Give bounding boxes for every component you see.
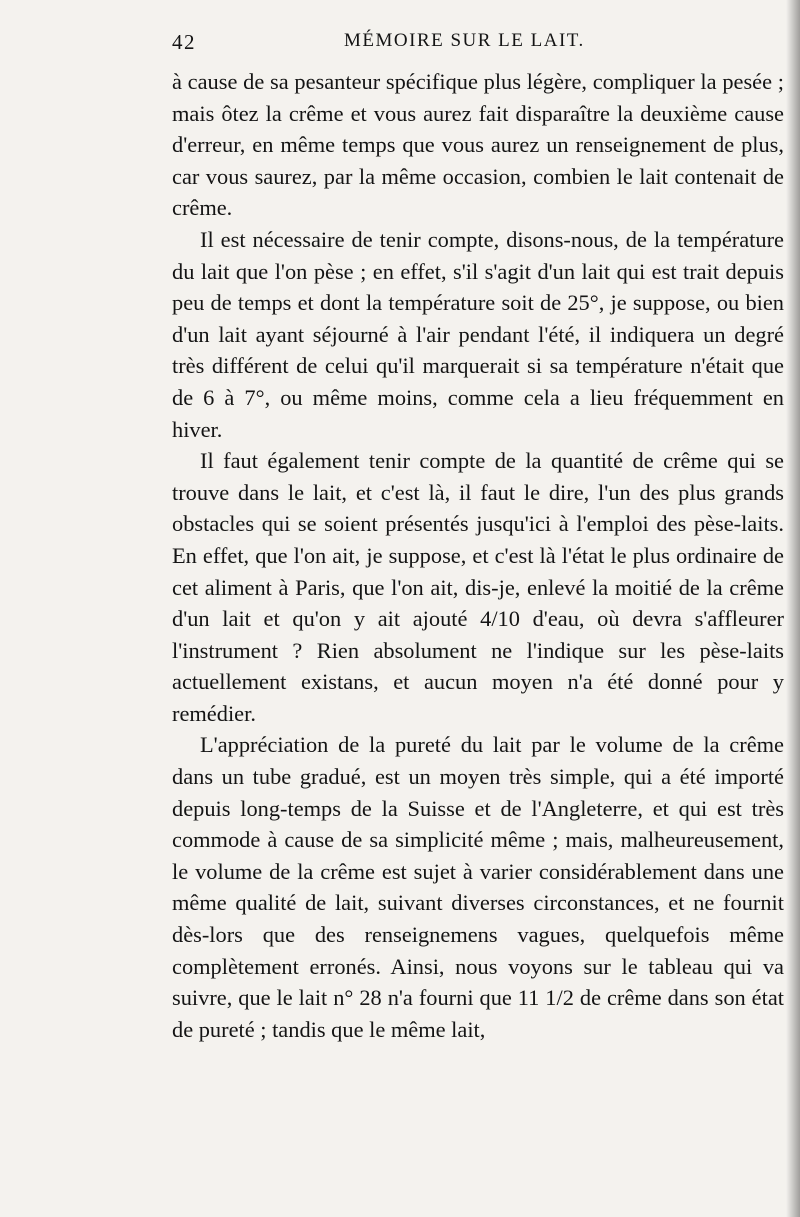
running-title: MÉMOIRE SUR LE LAIT.	[344, 30, 585, 51]
body-text	[172, 66, 784, 1045]
paragraph-1: à cause de sa pesanteur spécifique plus légère, compliquer la pesée ; mais ôtez la crême et vous aurez fait disparaître la deuxième cause d'erreur, en même temps que vous aurez un renseignement de plus, car vous saurez, par la même occasion, combien le lait contenait de crême.	[172, 69, 784, 221]
page-number: 42	[172, 30, 196, 54]
running-head	[172, 30, 782, 60]
paragraph-2: Il est nécessaire de tenir compte, disons-nous, de la température du lait que l'on pèse ; en effet, s'il s'agit d'un lait qui est trait depuis peu de temps et dont la température soit de 25°, je suppose, ou bien d'un lait ayant séjourné à l'air pendant l'été, il indiquera un degré très différent de celui qu'il marquerait si sa température n'était que de 6 à 7°, ou même moins, comme cela a lieu fréquemment en hiver.	[172, 226, 784, 442]
page-edge-shadow	[786, 0, 800, 1217]
paragraph-3: Il faut également tenir compte de la quantité de crême qui se trouve dans le lait, et c'est là, il faut le dire, l'un des plus grands obstacles qui se soient présentés jusqu'ici à l'emploi des pèse-laits. En effet, que l'on ait, je suppose, et c'est là l'état le plus ordinaire de cet aliment à Paris, que l'on ait, dis-je, enlevé la moitié de la crême d'un lait et qu'on y ait ajouté 4/10 d'eau, où devra s'affleurer l'instrument ? Rien absolument ne l'indique sur les pèse-laits actuellement existans, et aucun moyen n'a été donné pour y remédier.	[172, 448, 784, 726]
paragraph-4: L'appréciation de la pureté du lait par le volume de la crême dans un tube gradué, est un moyen très simple, qui a été importé depuis long-temps de la Suisse et de l'Angleterre, et qui est très commode à cause de sa simplicité même ; mais, malheureusement, le volume de la crême est sujet à varier considérablement dans une même qualité de lait, suivant diverses circonstances, et ne fournit dès-lors que des renseignemens vagues, quelquefois même complètement erronés. Ainsi, nous voyons sur le tableau qui va suivre, que le lait n° 28 n'a fourni que 11 1/2 de crême dans son état de pureté ; tandis que le même lait,	[172, 732, 784, 1042]
